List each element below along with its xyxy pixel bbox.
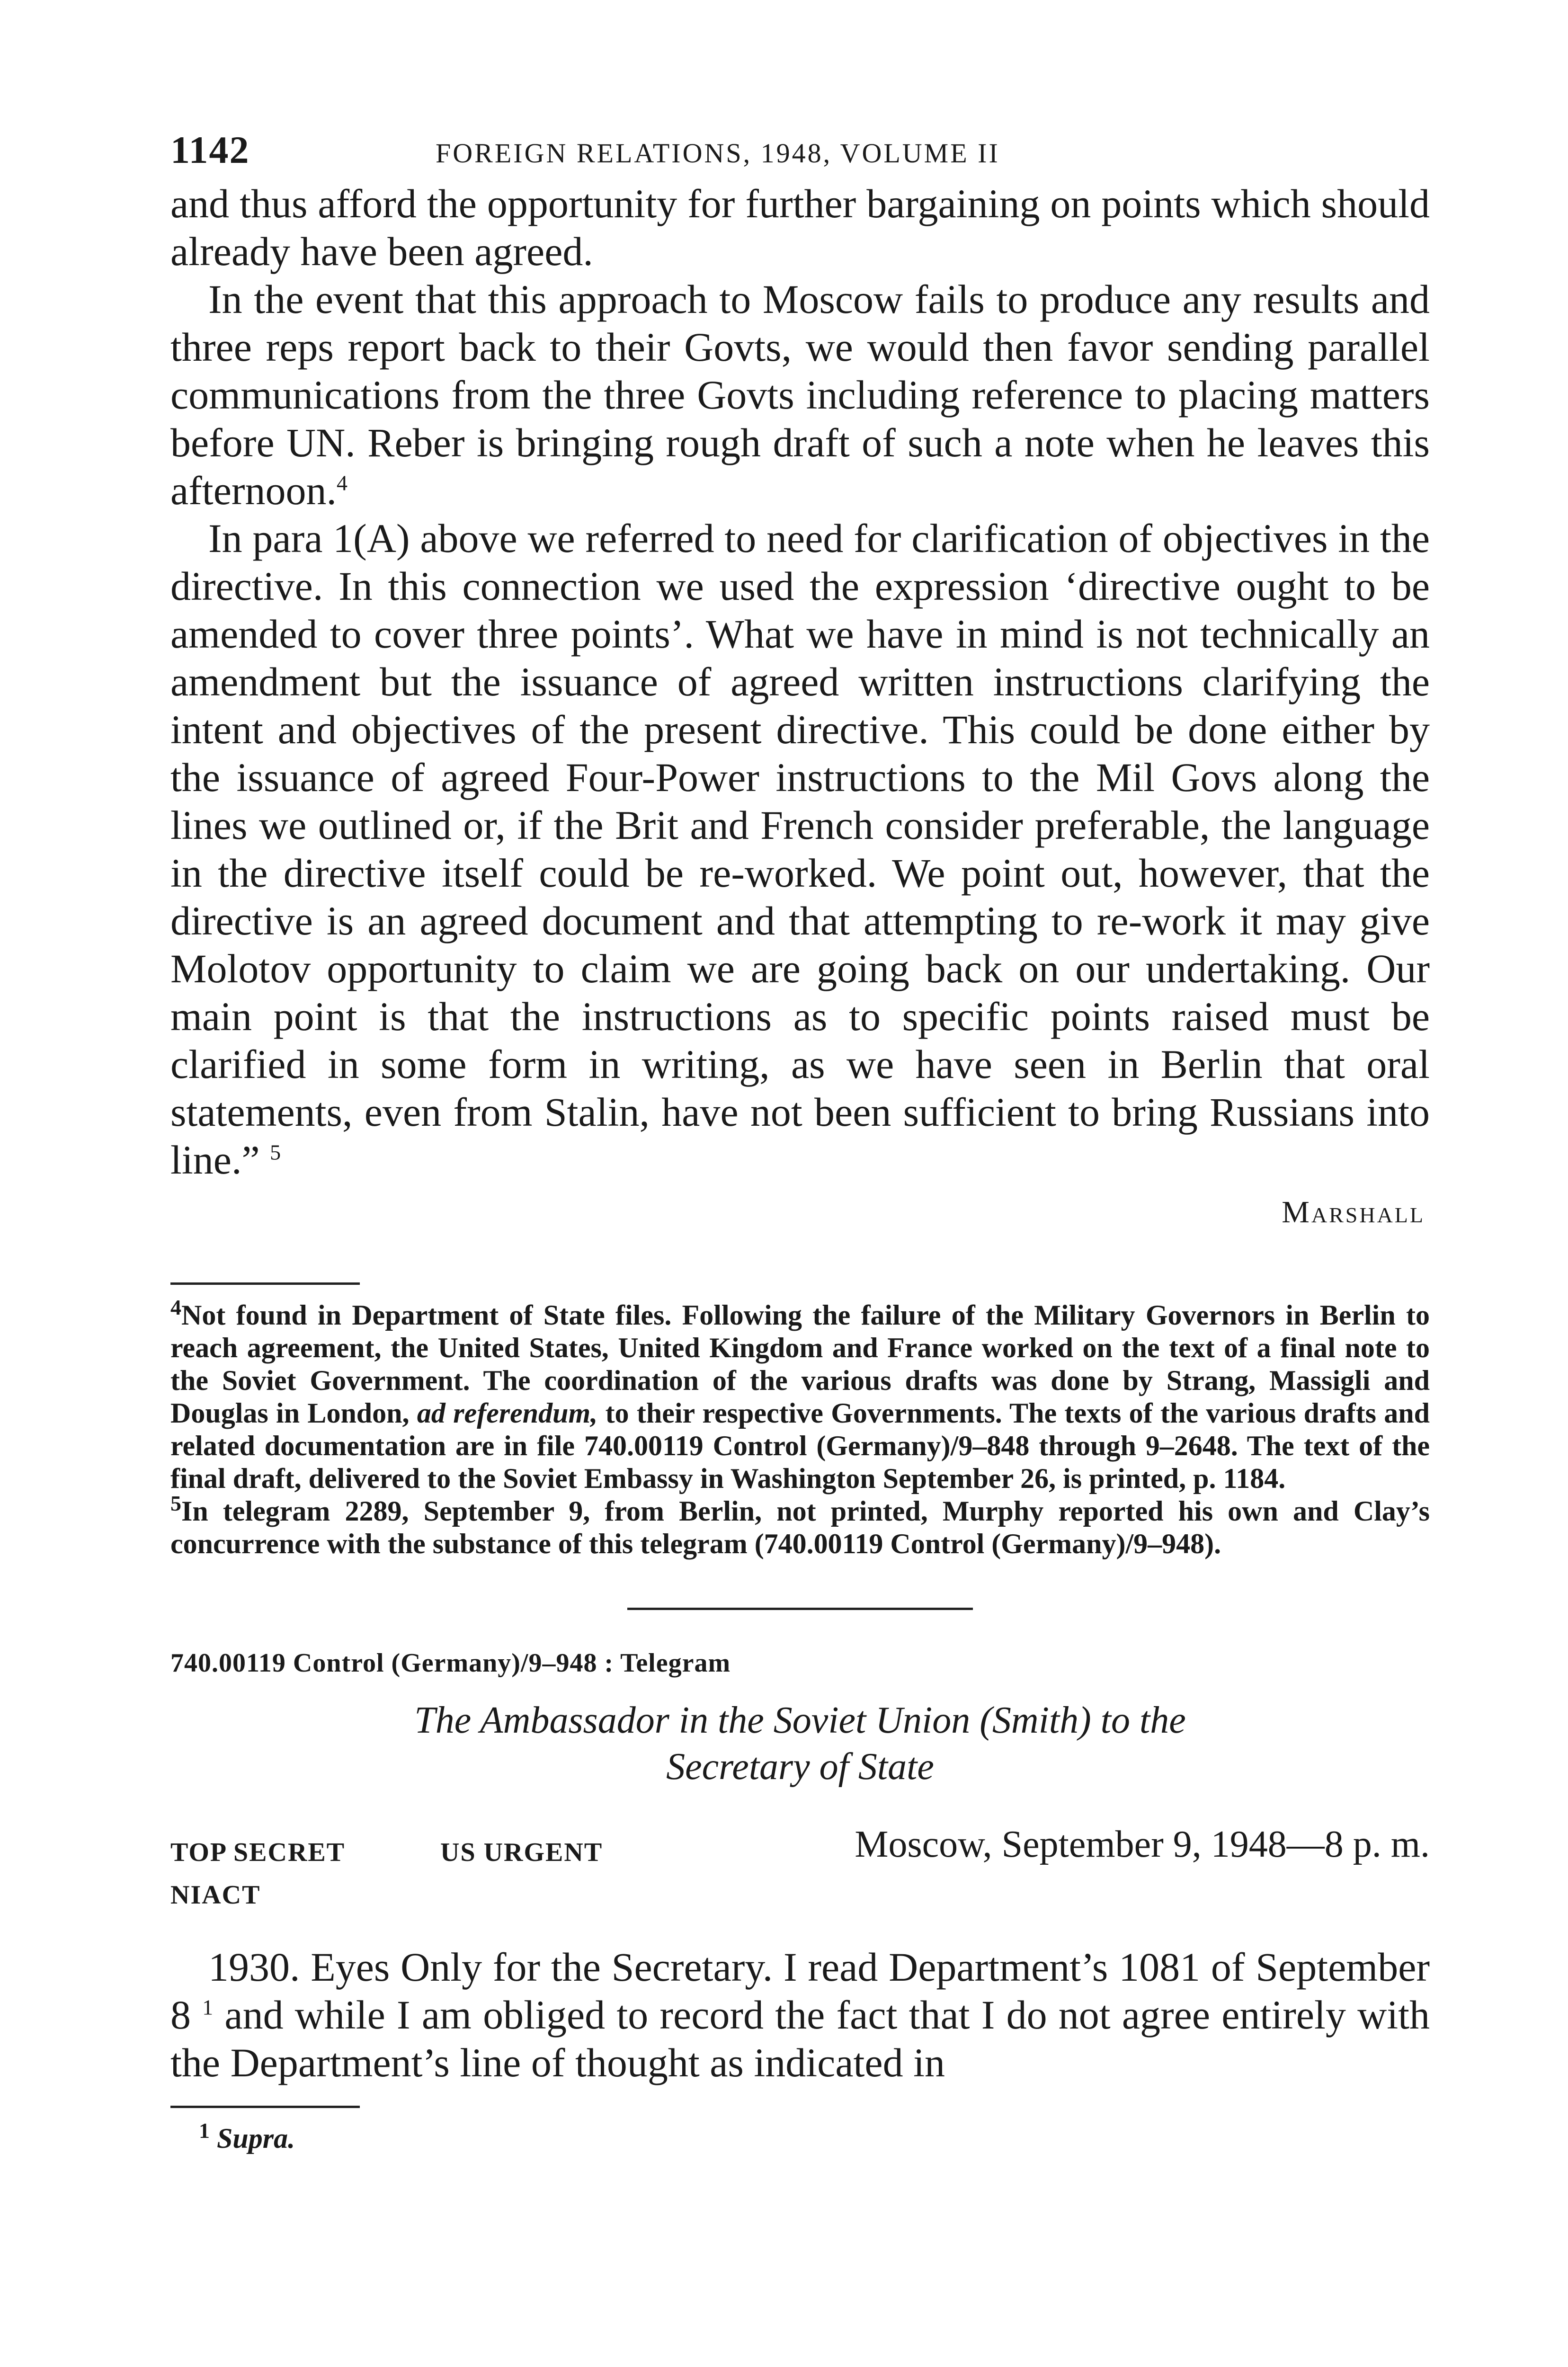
document-title-line: The Ambassador in the Soviet Union (Smith) to the [414,1700,1186,1741]
footnote-text: In telegram 2289, September 9, from Berlin, not printed, Murphy reported his own and Clay’s concurrence with the substance of this telegram (740.00119 Control (Germany)/9–948). [170,1495,1430,1559]
paragraph-text: In the event that this approach to Moscow fails to produce any results and three reps report back to their Govts, we would then favor sending parallel communications from the three Govts including reference to placing matters before UN. Reber is bringing rough draft of such a note when he leaves this afternoon. [170,276,1430,513]
file-reference: 740.00119 Control (Germany)/9–948 : Telegram [170,1648,731,1678]
footnote-divider [170,1282,360,1285]
classification-niact: NIACT [170,1880,261,1910]
footnote-text: Supra. [217,2123,295,2154]
page-number: 1142 [170,128,250,171]
footnote-1 [170,2118,1430,2155]
running-head: FOREIGN RELATIONS, 1948, VOLUME II [436,138,1000,169]
paragraph-directive [170,515,1430,1184]
paragraph-eyes-only [170,1943,1430,2087]
paragraph-un-approach [170,276,1430,515]
paragraph-text: and while I am obliged to record the fact that I do not agree entirely with the Department’s line of thought as indicated in [170,1992,1430,2085]
footnote-divider [170,2106,360,2108]
footnote-5 [170,1491,1430,1560]
paragraph-continuation: and thus afford the opportunity for further bargaining on points which should already have been agreed. [170,181,1430,274]
footnote-ref-5: 5 [270,1140,281,1165]
page-header [170,128,1430,180]
footnote-ref-1: 1 [202,1995,214,2020]
footnote-text: to their respective Governments. The texts of the various drafts and related documentation are in file 740.00119 Control (Germany)/9–848 through 9–2648. The text of the final draft, delivered to the Soviet Embassy in Washington September 26, is printed, p. 1184. [170,1397,1430,1494]
dateline: Moscow, September 9, 1948—8 p. m. [855,1824,1430,1865]
document-title-line: Secretary of State [666,1746,934,1788]
signature: Marshall [1282,1195,1425,1229]
footnote-mark: 1 [199,2118,210,2143]
footnote-italic-text: ad referendum, [417,1397,598,1429]
classification-urgent: US URGENT [440,1838,603,1867]
classification-top-secret: TOP SECRET [170,1838,346,1867]
footnotes [170,1295,1430,1560]
document-title [170,1697,1430,1790]
footnote-ref-4: 4 [337,471,348,495]
new-telegram-body [170,1943,1430,2087]
footnote-text: Not found in Department of State files. Following the failure of the Military Governors in Berlin to reach agreement, the United States, United Kingdom and France worked on the text of a final note to the Soviet Government. The coordination of the various drafts was done by Strang, Massigli and Douglas in London, [170,1299,1430,1429]
paragraph-text: 1930. Eyes Only for the Secretary. I read Department’s 1081 of September 8 [170,1944,1430,2038]
paragraph-text: In para 1(A) above we referred to need for clarification of objectives in the directive. In this connection we used the expression ‘directive ought to be amended to cover three points’. What we have in mind is not technically an amendment but the issuance of agreed written instructions clarifying the intent and objectives of the present directive. This could be done either by the issuance of agreed Four-Power instructions to the Mil Govs along the lines we outlined or, if the Brit and French consider preferable, the language in the directive itself could be re-worked. We point out, however, that the directive is an agreed document and that attempting to re-work it may give Molotov opportunity to claim we are going back on our undertaking. Our main point is that the instructions as to specific points raised must be clarified in some form in writing, as we have seen in Berlin that oral statements, even from Stalin, have not been sufficient to bring Russians into line.” [170,516,1430,1183]
document-divider [627,1608,973,1610]
classification-row [170,1823,1430,1875]
footnote-mark: 5 [170,1491,181,1515]
telegram-body [170,180,1430,1184]
footnote-mark: 4 [170,1295,181,1319]
footnote-4 [170,1295,1430,1495]
document-page [170,128,1430,2155]
